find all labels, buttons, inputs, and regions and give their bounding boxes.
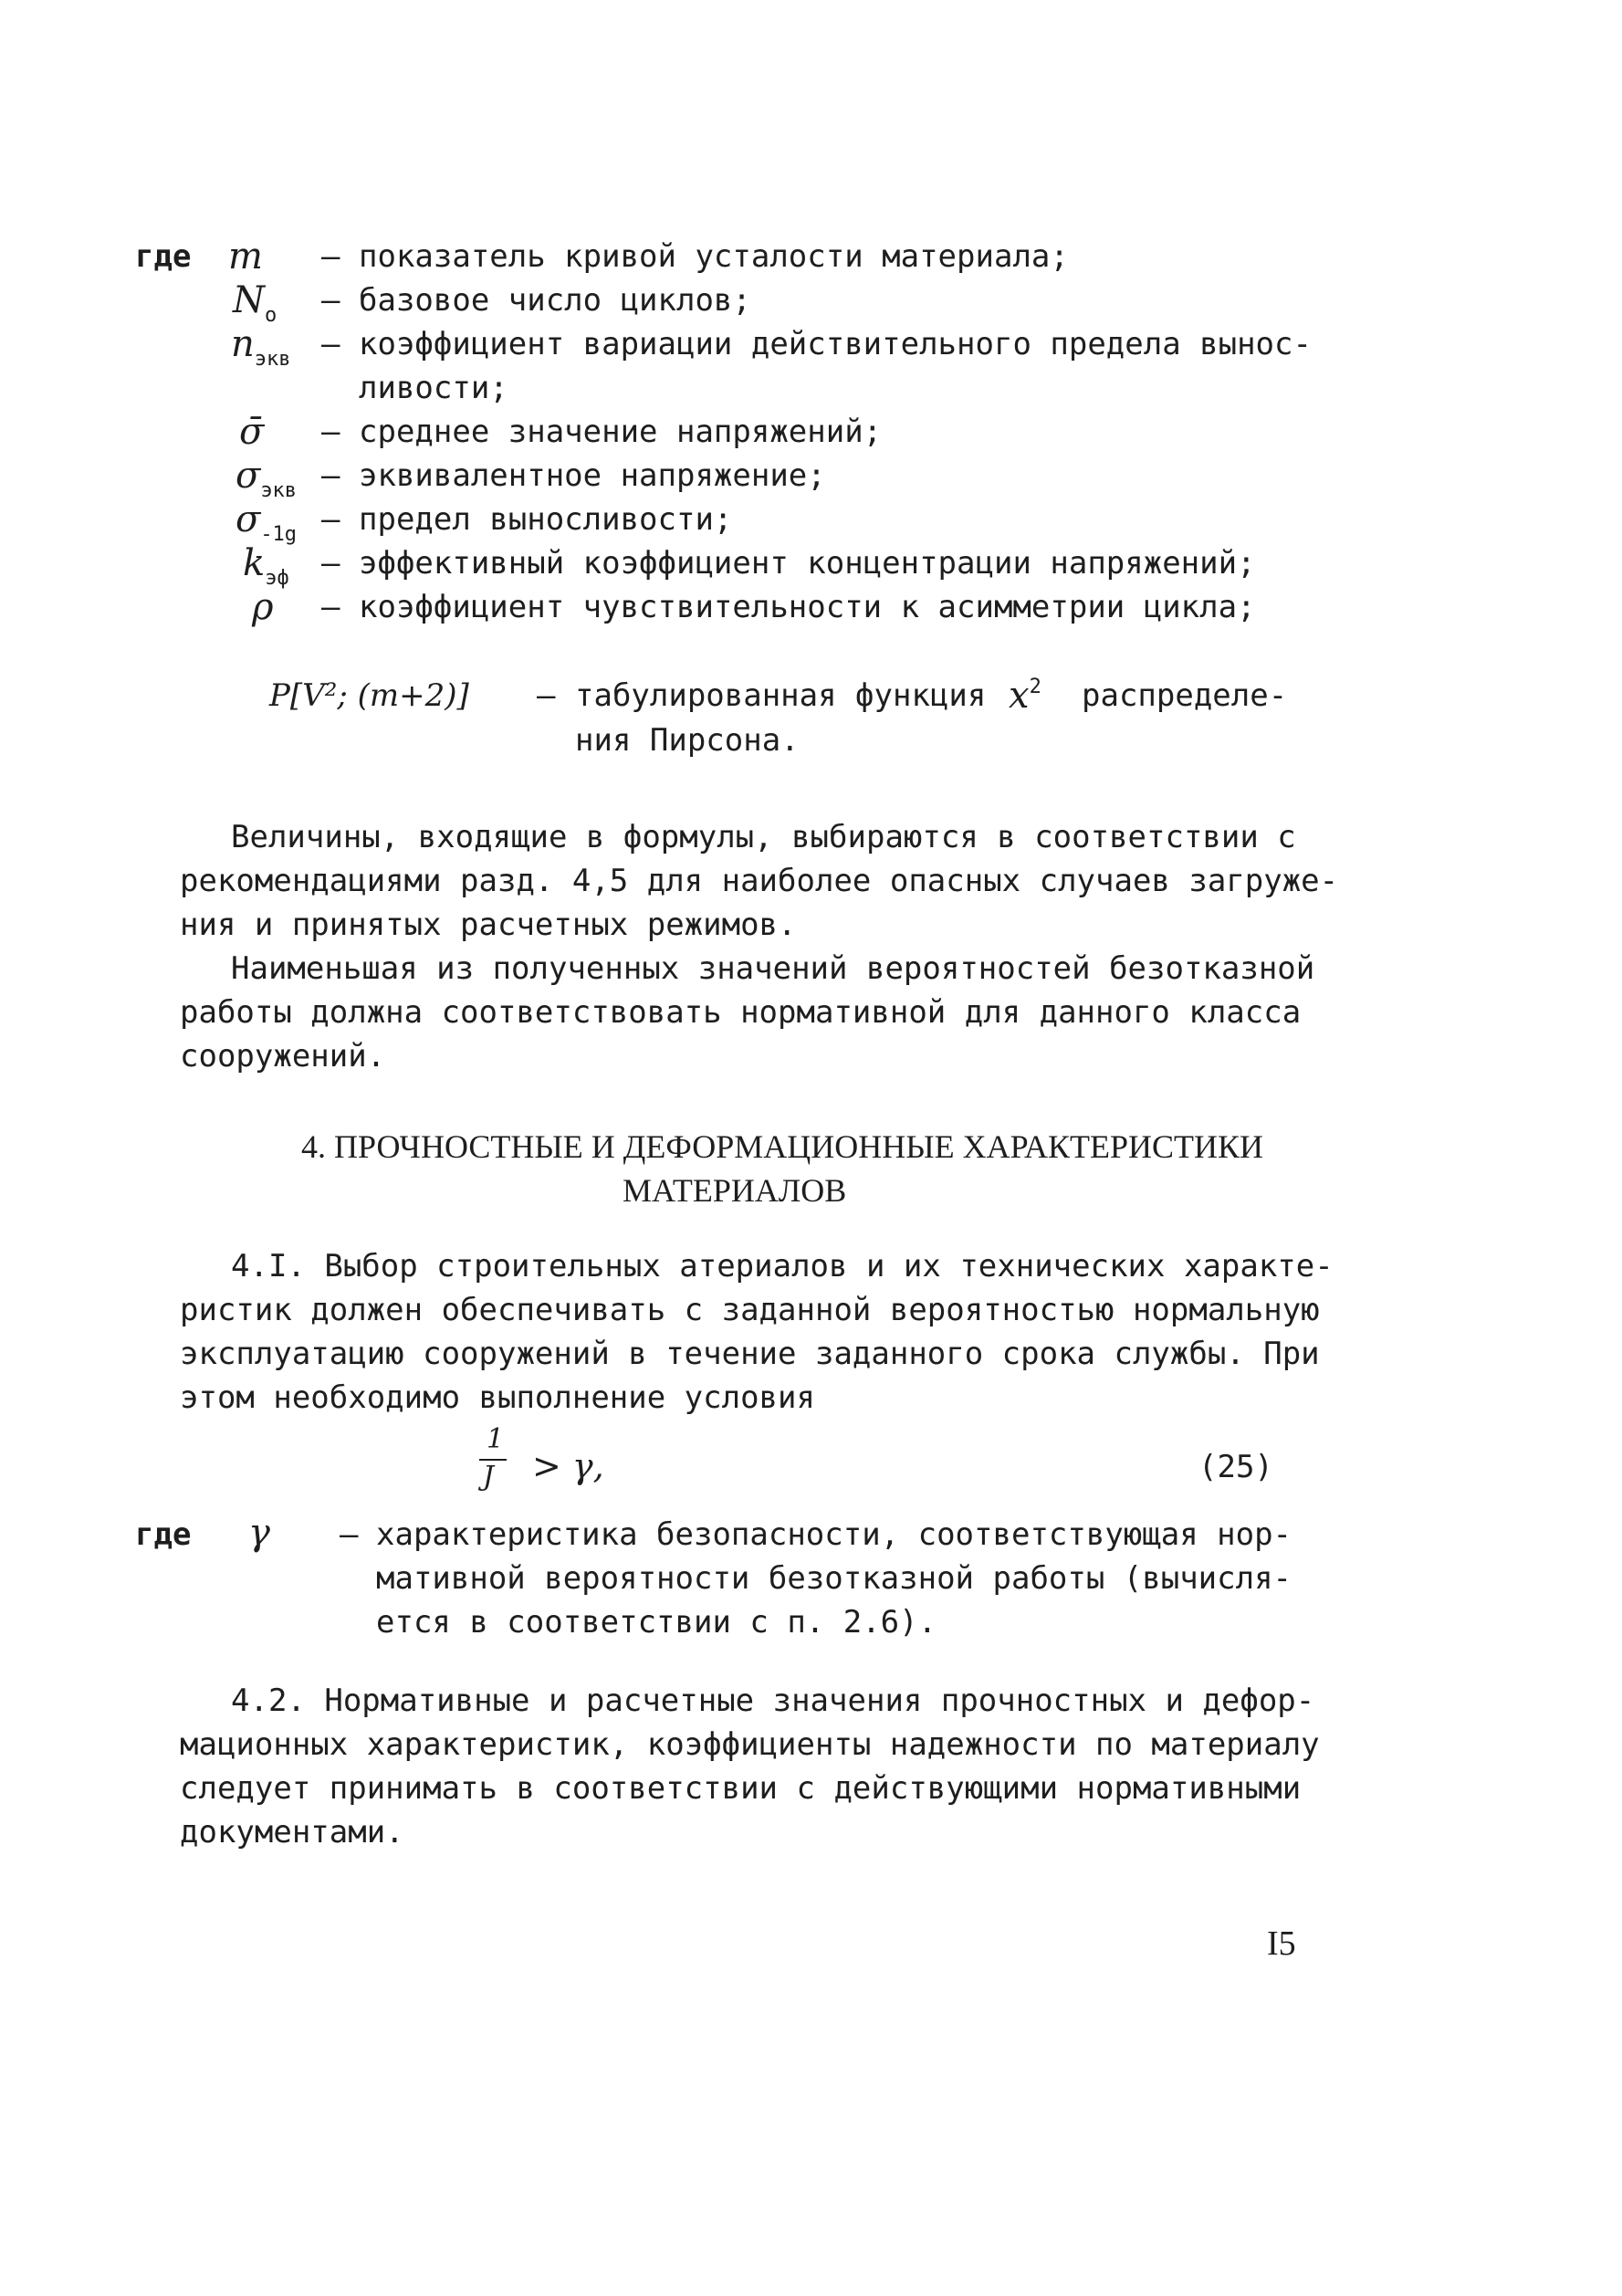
gamma-line-2: мативной вероятности безотказной работы (вычисля- [376, 1560, 1292, 1597]
symbol-m: m [228, 236, 263, 278]
chi-symbol: x [1009, 675, 1030, 717]
definition-text-sigma-mean: среднее значение напряжений; [359, 414, 883, 450]
para1-line-3: ния и принятых расчетных режимов. [180, 907, 797, 943]
gamma-symbol: γ [248, 1512, 270, 1554]
pearson-text-1: табулированная функция [575, 677, 987, 714]
dash: – [321, 238, 340, 275]
para42-line-3: следует принимать в соответствии с действующими нормативными [180, 1770, 1302, 1807]
symbol-nekv-sub: экв [254, 348, 291, 371]
symbol-n0: N [233, 279, 265, 321]
definition-sigma-1g [235, 498, 297, 548]
dash: – [321, 282, 340, 319]
symbol-kef-sub: эф [265, 567, 289, 590]
definition-nekv [231, 322, 291, 372]
symbol-sigma-ekv: σ [235, 455, 261, 497]
para42-line-4: документами. [180, 1814, 404, 1850]
dash: – [321, 501, 340, 538]
definition-text-n0: базовое число циклов; [359, 282, 751, 319]
para2-line-2: работы должна соответствовать нормативной для данного класса [180, 994, 1302, 1031]
definition-rho [252, 585, 274, 631]
symbol-kef: k [243, 542, 266, 584]
formula-25-number: (25) [1198, 1449, 1273, 1485]
definition-text-kef: эффективный коэффициент концентрации напряжений; [359, 545, 1256, 582]
gamma-line-1: характеристика безопасности, соответствующая нор- [376, 1516, 1292, 1553]
definition-text-nekv: коэффициент вариации действительного предела вынос- [359, 326, 1312, 362]
dash: – [321, 545, 340, 582]
dash: – [321, 326, 340, 362]
symbol-sigma-1g-sub: -1g [260, 523, 298, 546]
definition-n0 [233, 278, 277, 329]
definition-text-m: показатель кривой усталости материала; [359, 238, 1069, 275]
definition-kef [243, 541, 289, 592]
symbol-sigma-ekv-sub: экв [260, 479, 298, 502]
gamma-line-3: ется в соответствии с п. 2.6). [376, 1604, 937, 1641]
symbol-sigma-1g: σ [235, 498, 261, 540]
para2-line-3: сооружений. [180, 1038, 386, 1075]
dash: – [537, 677, 556, 714]
page-number: I5 [1267, 1924, 1296, 1963]
pearson-text-3: ния Пирсона. [575, 722, 800, 759]
definition-sigma-mean [239, 410, 264, 456]
dash: – [321, 457, 340, 494]
para41-line-3: эксплуатацию сооружений в течение заданного срока службы. При [180, 1336, 1320, 1372]
definition-text-sigma-ekv: эквивалентное напряжение; [359, 457, 826, 494]
para1-line-1: Величины, входящие в формулы, выбираются в соответствии с [231, 819, 1296, 855]
para41-line-1: 4.I. Выбор строительных атериалов и их технических характе- [231, 1248, 1334, 1284]
para2-line-1: Наименьшая из полученных значений вероятностей безотказной [231, 950, 1315, 987]
dash: – [321, 589, 340, 625]
formula-25-denominator: J [483, 1461, 495, 1493]
formula-25-numerator: 1 [487, 1423, 505, 1455]
definition-m [228, 235, 263, 280]
para42-line-1: 4.2. Нормативные и расчетные значения прочностных и дефор- [231, 1683, 1315, 1719]
symbol-sigma-mean: σ̄ [239, 411, 265, 453]
symbol-n0-sub: o [265, 304, 277, 327]
para42-line-2: мационных характеристик, коэффициенты надежности по материалу [180, 1726, 1320, 1763]
definition-text-rho: коэффициент чувствительности к асимметрии цикла; [359, 589, 1256, 625]
para41-line-4: этом необходимо выполнение условия [180, 1379, 815, 1416]
gamma-where-label: где [135, 1516, 192, 1553]
definition-text-nekv-cont: ливости; [359, 370, 508, 406]
definition-sigma-ekv [235, 454, 297, 504]
pearson-formula: P[V²; (m+2)] [269, 677, 469, 714]
section-title-line-1: 4. ПРОЧНОСТНЫЕ И ДЕФОРМАЦИОННЫЕ ХАРАКТЕРИСТИКИ [301, 1128, 1264, 1165]
symbol-nekv: n [231, 323, 255, 365]
pearson-text-2: распределе- [1082, 677, 1288, 714]
formula-25-rhs: > γ, [532, 1446, 604, 1486]
section-title-line-2: МАТЕРИАЛОВ [623, 1172, 847, 1209]
para1-line-2: рекомендациями разд. 4,5 для наиболее опасных случаев загруже- [180, 863, 1339, 899]
dash: – [340, 1516, 359, 1553]
definition-text-sigma-1g: предел выносливости; [359, 501, 733, 538]
para41-line-2: ристик должен обеспечивать с заданной вероятностью нормальную [180, 1292, 1320, 1328]
dash: – [321, 414, 340, 450]
where-label: где [135, 238, 192, 275]
pearson-chi [1009, 674, 1041, 724]
symbol-rho: ρ [252, 586, 274, 628]
chi-sup: 2 [1029, 676, 1041, 698]
